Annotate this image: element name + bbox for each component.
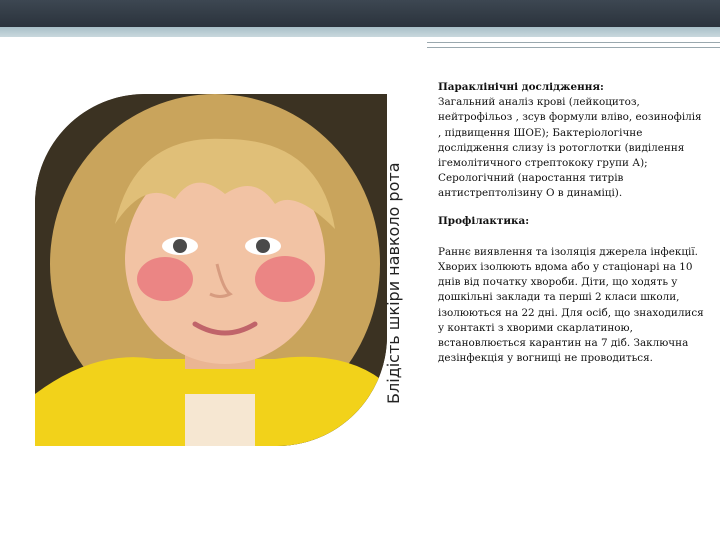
right-pupil	[256, 239, 270, 253]
header-rule-lower	[427, 47, 720, 48]
prophylaxis-heading: Профілактика:	[438, 214, 530, 227]
prophylaxis-text: Раннє виявлення та ізоляція джерела інфекції. Хворих ізолюють вдома або у стаціонарі на 10 днів від початку хвороби. Діти, що ходять у дошкільні заклади та перші 2 класи школи, ізолюються на 22 дні. Для осіб, що знаходилися у контакті з хворими скарлатиною, встановлюється карантин на 7 діб. Заключна дезінфекція у вогнищі не проводиться.	[438, 245, 704, 365]
right-cheek	[255, 256, 315, 302]
shirt-print	[185, 394, 255, 446]
section-spacer	[438, 202, 708, 214]
child-portrait-illustration	[35, 94, 387, 446]
left-cheek	[137, 257, 193, 301]
text-column	[438, 80, 708, 366]
slide-top-bar	[0, 0, 720, 27]
child-photo	[35, 94, 387, 446]
slide-top-bar-accent	[0, 27, 720, 37]
paraclinical-heading: Параклінічні дослідження:	[438, 81, 604, 93]
header-rule-upper	[427, 42, 720, 43]
section-spacer	[438, 229, 708, 245]
left-pupil	[173, 239, 187, 253]
paraclinical-text: Загальний аналіз крові (лейкоцитоз, нейтрофільоз , зсув формули вліво, еозинофілія , підвищення ШОЕ); Бактеріологічне дослідження слизу із ротоглотки (виділення ігемолітичного стрептококу групи А); Серологічний (наростання титрів антистрептолізину О в динаміці).	[438, 96, 702, 200]
vertical-caption: Блідість шкіри навколо рота	[384, 162, 403, 404]
